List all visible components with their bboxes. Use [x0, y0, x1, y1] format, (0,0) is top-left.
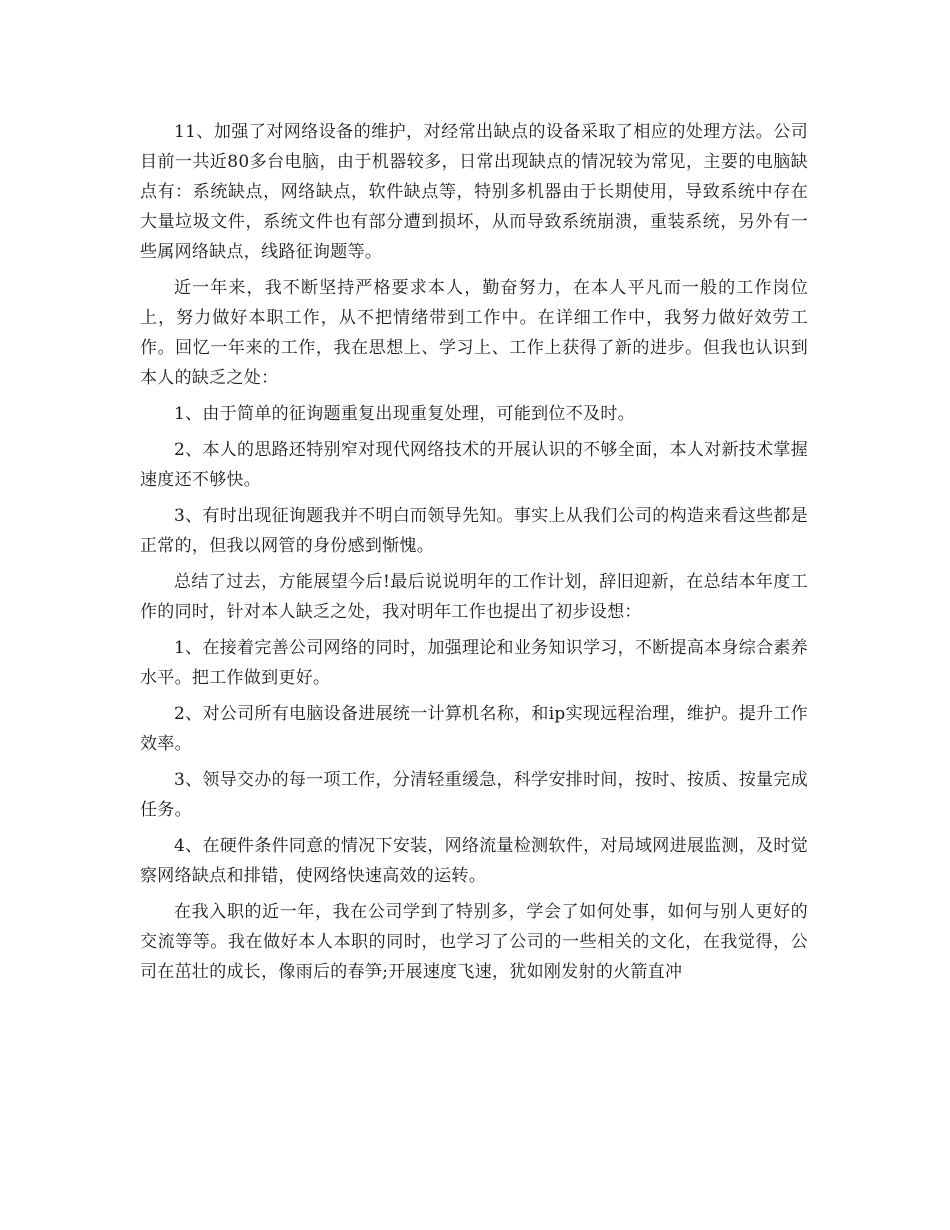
document-body — [140, 117, 808, 993]
paragraph-plan-4: 4、在硬件条件同意的情况下安装，网络流量检测软件，对局域网进展监测，及时觉察网络缺点和排错，使网络快速高效的运转。 — [140, 836, 808, 886]
paragraph-shortcoming-1: 1、由于简单的征询题重复出现重复处理，可能到位不及时。 — [174, 404, 635, 424]
paragraph-plan-1: 1、在接着完善公司网络的同时，加强理论和业务知识学习，不断提高本身综合素养水平。把工作做到更好。 — [140, 638, 808, 688]
paragraph-next-year-intro: 总结了过去，方能展望今后!最后说说明年的工作计划，辞旧迎新，在总结本年度工作的同时，针对本人缺乏之处，我对明年工作也提出了初步设想： — [140, 572, 808, 622]
paragraph-plan-3: 3、领导交办的每一项工作，分清轻重缓急，科学安排时间，按时、按质、按量完成任务。 — [140, 770, 808, 820]
paragraph-network-maintenance: 11、加强了对网络设备的维护，对经常出缺点的设备采取了相应的处理方法。公司目前一共近80多台电脑，由于机器较多，日常出现缺点的情况较为常见，主要的电脑缺点有：系统缺点，网络缺点，软件缺点等，特别多机器由于长期使用，导致系统中存在大量垃圾文件，系统文件也有部分遭到损坏，从而导致系统崩溃，重装系统，另外有一些属网络缺点，线路征询题等。 — [140, 122, 808, 262]
paragraph-shortcoming-3: 3、有时出现征询题我并不明白而领导先知。事实上从我们公司的构造来看这些都是正常的，但我以网管的身份感到惭愧。 — [140, 506, 808, 556]
paragraph-year-review: 近一年来，我不断坚持严格要求本人，勤奋努力，在本人平凡而一般的工作岗位上，努力做好本职工作，从不把情绪带到工作中。在详细工作中，我努力做好效劳工作。回忆一年来的工作，我在思想上、学习上、工作上获得了新的进步。但我也认识到本人的缺乏之处： — [140, 278, 808, 388]
paragraph-reflection: 在我入职的近一年，我在公司学到了特别多，学会了如何处事，如何与别人更好的交流等等。我在做好本人本职的同时，也学习了公司的一些相关的文化，在我觉得，公司在茁壮的成长，像雨后的春笋;开展速度飞速，犹如刚发射的火箭直冲 — [140, 902, 808, 982]
paragraph-plan-2: 2、对公司所有电脑设备进展统一计算机名称，和ip实现远程治理，维护。提升工作效率。 — [140, 704, 808, 754]
paragraph-shortcoming-2: 2、本人的思路还特别窄对现代网络技术的开展认识的不够全面，本人对新技术掌握速度还不够快。 — [140, 440, 808, 490]
